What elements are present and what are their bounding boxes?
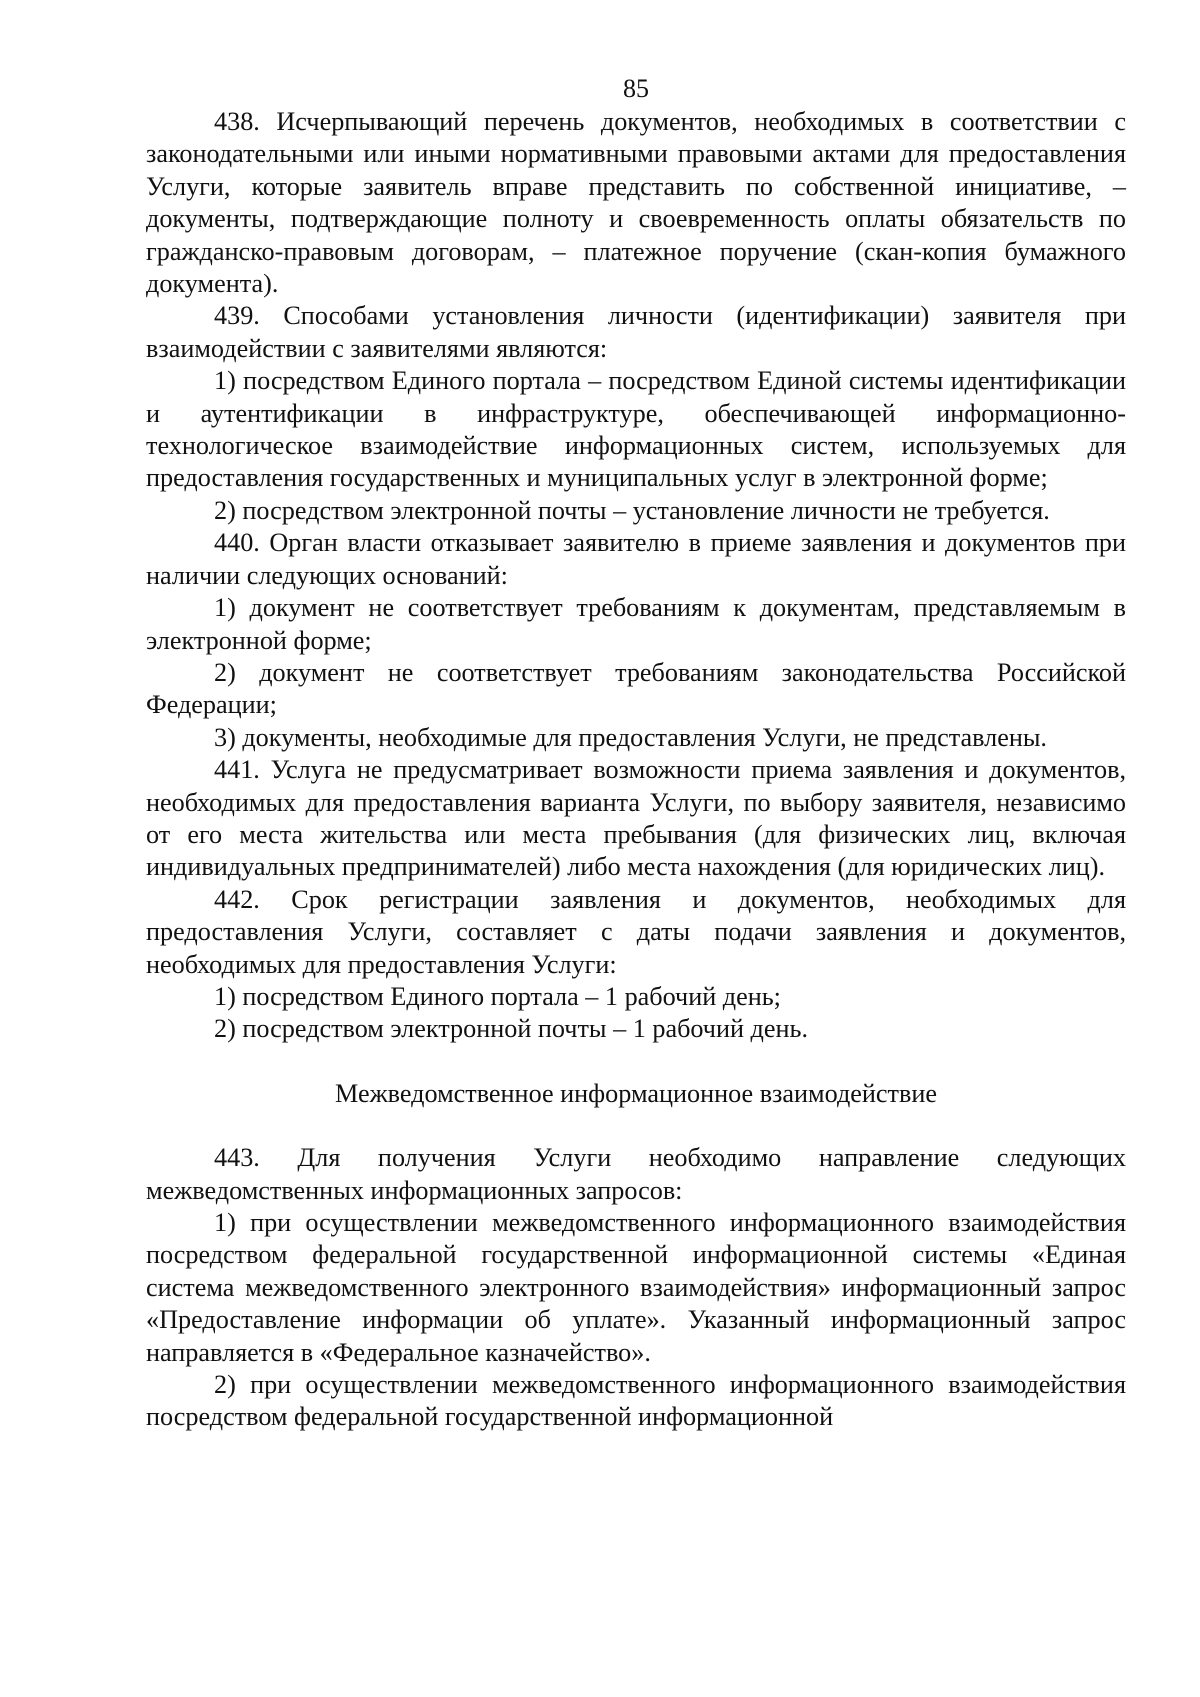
paragraph-440-item-1: 1) документ не соответствует требованиям к документам, представляемым в электронной форме; bbox=[146, 593, 1126, 655]
paragraph-439-item-1: 1) посредством Единого портала – посредством Единой системы идентификации и аутентификации в инфраструктуре, обеспечивающей информационно-технологическое взаимодействие информационных систем, используемых для предоставления государственных и муниципальных услуг в электронной форме; bbox=[146, 366, 1126, 493]
paragraph-442-item-2: 2) посредством электронной почты – 1 рабочий день. bbox=[214, 1014, 808, 1044]
paragraph-439: 439. Способами установления личности (идентификации) заявителя при взаимодействии с заявителями являются: bbox=[146, 301, 1126, 363]
paragraph-440-item-3: 3) документы, необходимые для предоставления Услуги, не представлены. bbox=[214, 722, 1047, 752]
paragraph-440: 440. Орган власти отказывает заявителю в приеме заявления и документов при наличии следующих оснований: bbox=[146, 528, 1126, 590]
paragraph-442-item-1: 1) посредством Единого портала – 1 рабочий день; bbox=[214, 981, 781, 1011]
body-bottom bbox=[146, 1142, 1126, 1434]
paragraph-439-item-2: 2) посредством электронной почты – установление личности не требуется. bbox=[214, 495, 1050, 525]
document-page bbox=[146, 72, 1126, 1434]
paragraph-442: 442. Срок регистрации заявления и документов, необходимых для предоставления Услуги, составляет с даты подачи заявления и документов, необходимых для предоставления Услуги: bbox=[146, 884, 1126, 979]
page-number: 85 bbox=[623, 74, 649, 103]
paragraph-438: 438. Исчерпывающий перечень документов, необходимых в соответствии с законодательными или иными нормативными правовыми актами для предоставления Услуги, которые заявитель вправе представить по собственной инициативе, – документы, подтверждающие полноту и своевременность оплаты обязательств по гражданско-правовым договорам, – платежное поручение (скан-копия бумажного документа). bbox=[146, 107, 1126, 299]
paragraph-443: 443. Для получения Услуги необходимо направление следующих межведомственных информационных запросов: bbox=[146, 1143, 1126, 1205]
body-top bbox=[146, 106, 1126, 1046]
paragraph-440-item-2: 2) документ не соответствует требованиям законодательства Российской Федерации; bbox=[146, 657, 1126, 720]
paragraph-443-item-1: 1) при осуществлении межведомственного информационного взаимодействия посредством федеральной государственной информационной системы «Единая система межведомственного электронного взаимодействия» информационный запрос «Предоставление информации об уплате». Указанный информационный запрос направляется в «Федеральное казначейство». bbox=[146, 1208, 1126, 1367]
paragraph-443-item-2: 2) при осуществлении межведомственного информационного взаимодействия посредством федеральной государственной информационной bbox=[146, 1370, 1126, 1432]
section-heading: Межведомственное информационное взаимодействие bbox=[335, 1078, 937, 1108]
paragraph-441: 441. Услуга не предусматривает возможности приема заявления и документов, необходимых для предоставления варианта Услуги, по выбору заявителя, независимо от его места жительства или места пребывания (для физических лиц, включая индивидуальных предпринимателей) либо места нахождения (для юридических лиц). bbox=[146, 755, 1126, 882]
